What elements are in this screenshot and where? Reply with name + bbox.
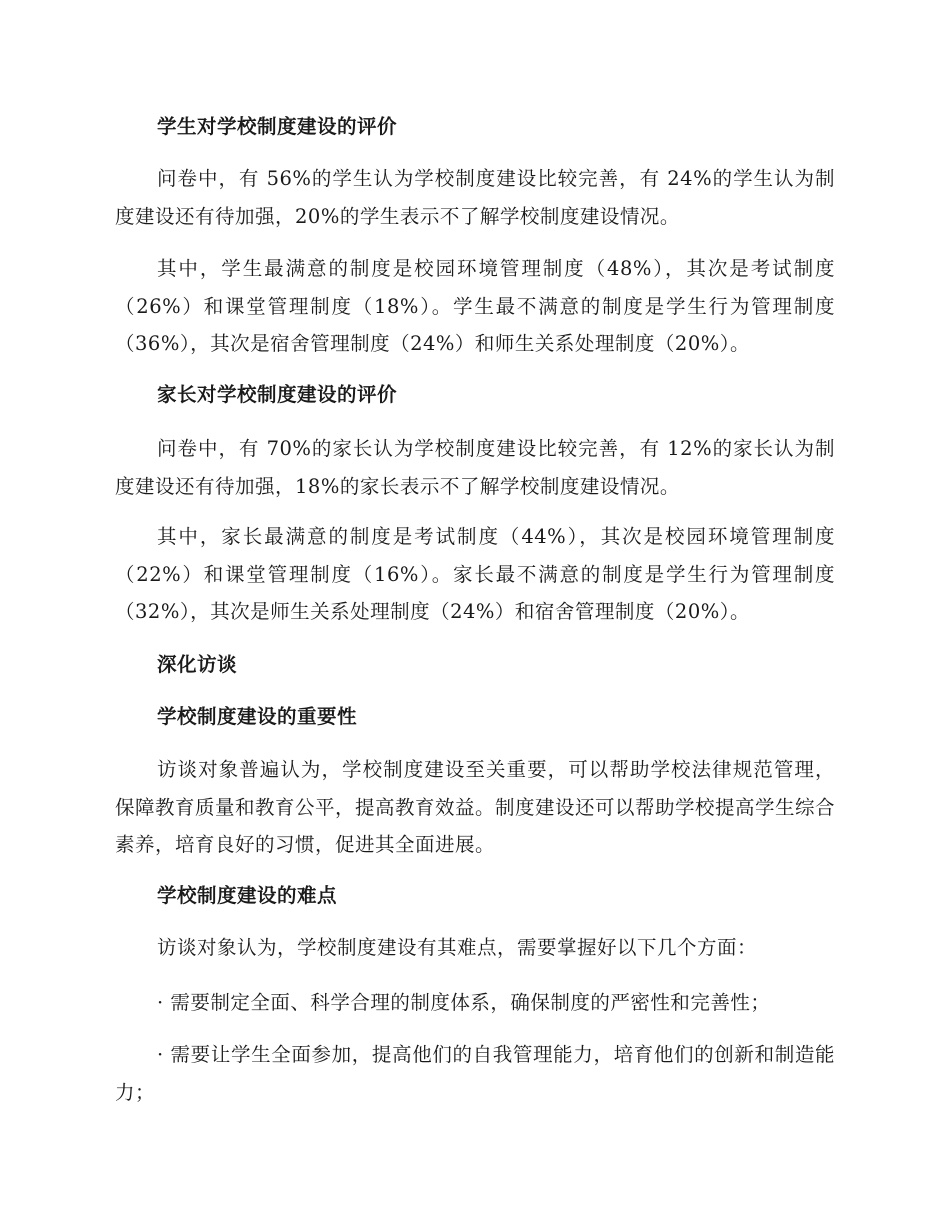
paragraph-parent-survey-summary: 问卷中，有 70%的家长认为学校制度建设比较完善，有 12%的家长认为制度建设还有待加强，18%的家长表示不了解学校制度建设情况。: [115, 437, 835, 498]
paragraph-student-satisfaction: 其中，学生最满意的制度是校园环境管理制度（48%），其次是考试制度（26%）和课堂管理制度（18%）。学生最不满意的制度是学生行为管理制度（36%），其次是宿舍管理制度（24%）和师生关系处理制度（20%）。: [115, 257, 835, 355]
section-heading-parent-evaluation: 家长对学校制度建设的评价: [157, 383, 398, 406]
list-item-student-participation: · 需要让学生全面参加，提高他们的自我管理能力，培育他们的创新和制造能力；: [115, 1043, 835, 1104]
section-heading-student-evaluation: 学生对学校制度建设的评价: [157, 115, 398, 138]
paragraph-importance-details: 访谈对象普遍认为，学校制度建设至关重要，可以帮助学校法律规范管理，保障教育质量和教育公平，提高教育效益。制度建设还可以帮助学校提高学生综合素养，培育良好的习惯，促进其全面进展。: [115, 758, 836, 856]
paragraph-difficulties-intro: 访谈对象认为，学校制度建设有其难点，需要掌握好以下几个方面：: [157, 936, 758, 959]
paragraph-parent-satisfaction: 其中，家长最满意的制度是考试制度（44%），其次是校园环境管理制度（22%）和课堂管理制度（16%）。家长最不满意的制度是学生行为管理制度（32%），其次是师生关系处理制度（24%）和宿舍管理制度（20%）。: [115, 525, 835, 623]
paragraph-student-survey-summary: 问卷中，有 56%的学生认为学校制度建设比较完善，有 24%的学生认为制度建设还有待加强，20%的学生表示不了解学校制度建设情况。: [115, 167, 835, 228]
section-heading-importance: 学校制度建设的重要性: [157, 705, 358, 728]
section-heading-difficulties: 学校制度建设的难点: [157, 884, 338, 907]
section-heading-deep-interview: 深化访谈: [157, 653, 238, 676]
list-item-system-design: · 需要制定全面、科学合理的制度体系，确保制度的严密性和完善性；: [157, 991, 771, 1014]
